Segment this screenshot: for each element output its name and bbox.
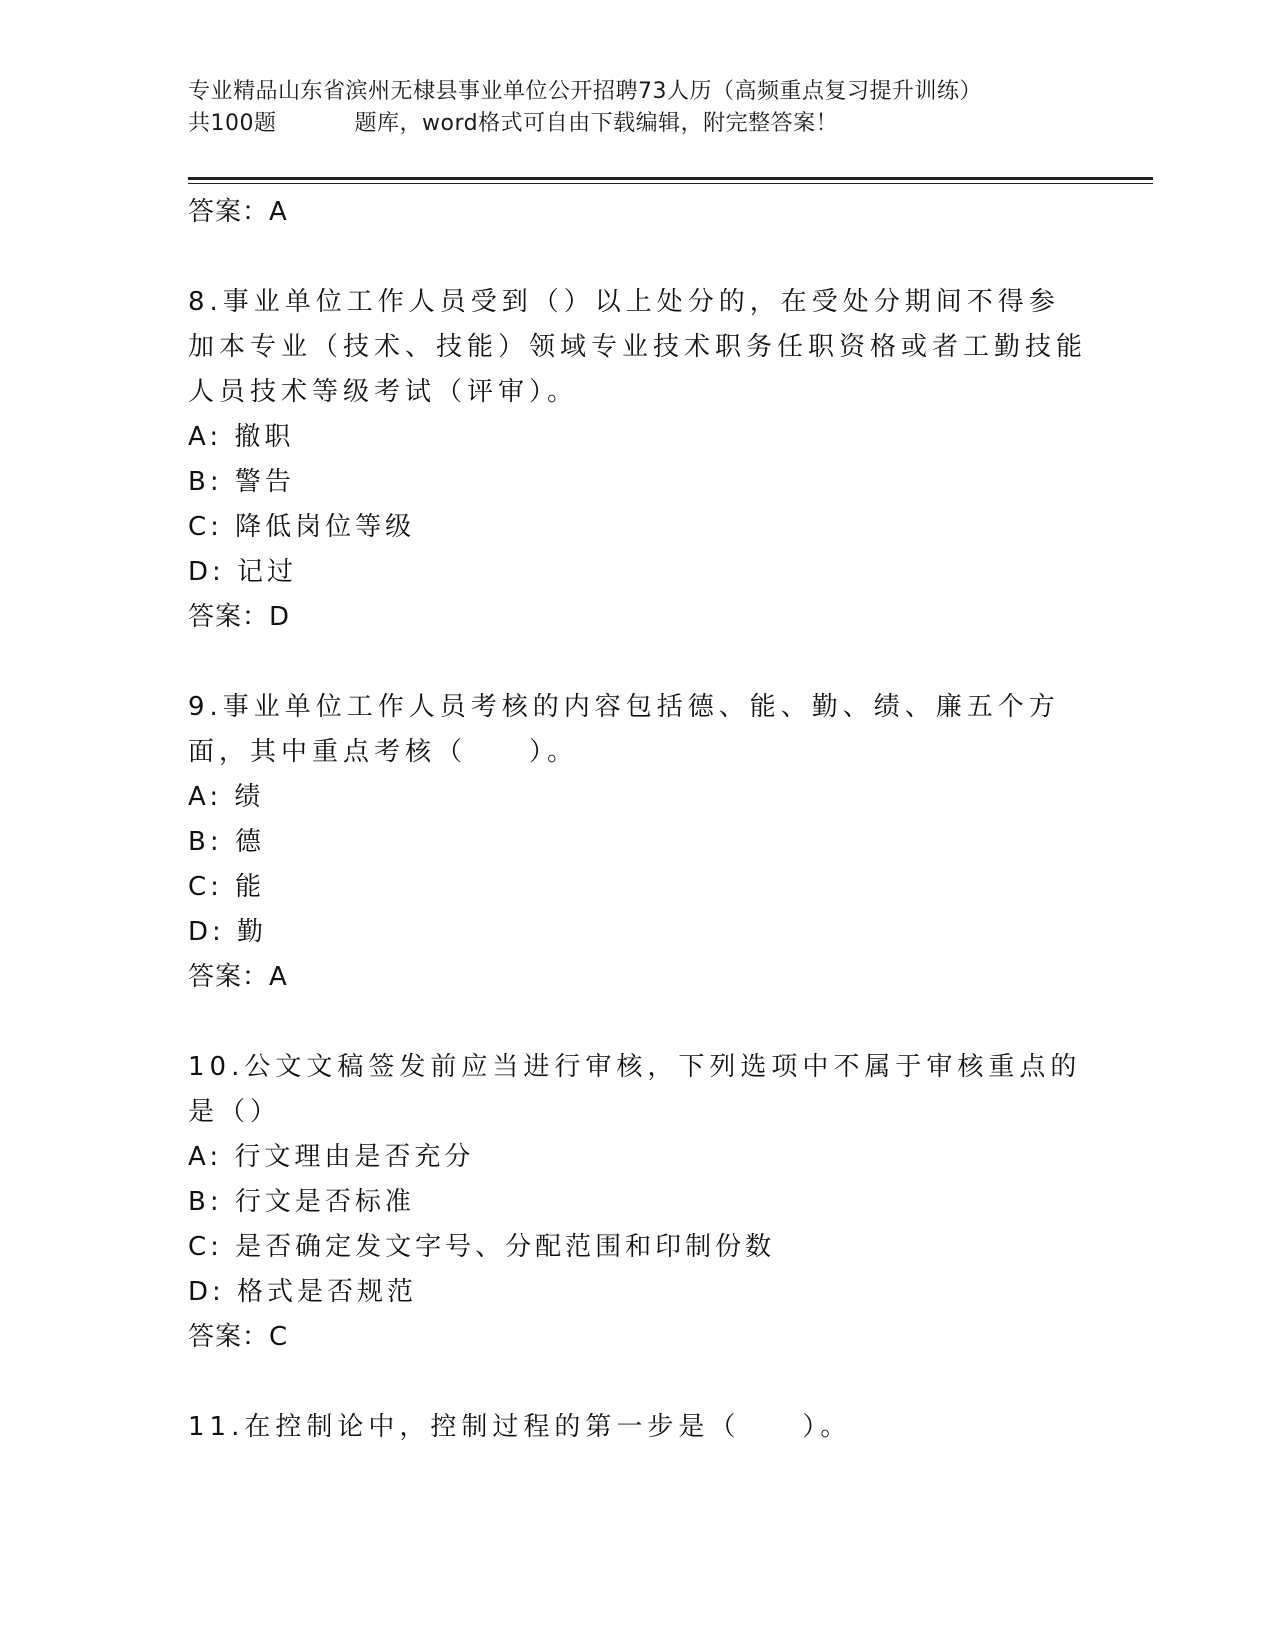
answer-q9: 答案：A xyxy=(188,962,288,992)
question-text-8: 8.事业单位工作人员受到（）以上处分的，在受处分期间不得参加本专业（技术、技能）领域专业技术职务任职资格或者工勤技能人员技术等级考试（评审）。 xyxy=(188,287,1088,407)
header-format-note: 题库，word格式可自由下载编辑，附完整答案！ xyxy=(354,111,839,136)
option-8b: B: 警告 xyxy=(188,467,295,497)
option-8c: C: 降低岗位等级 xyxy=(188,512,416,542)
question-text-11: 11.在控制论中，控制过程的第一步是（ ）。 xyxy=(188,1412,852,1442)
option-9b: B: 德 xyxy=(188,827,265,857)
page-header xyxy=(188,76,1088,140)
question-text-9: 9.事业单位工作人员考核的内容包括德、能、勤、绩、廉五个方面，其中重点考核（ ）。 xyxy=(188,692,1060,767)
option-9d: D: 勤 xyxy=(188,917,268,947)
question-block-8 xyxy=(188,280,1088,641)
header-title-line1: 专业精品山东省滨州无棣县事业单位公开招聘73人历（高频重点复习提升训练） xyxy=(188,79,982,104)
question-list xyxy=(188,190,1088,1450)
question-block-10 xyxy=(188,1045,1088,1361)
answer-q10: 答案：C xyxy=(188,1322,289,1352)
header-question-count: 共100题 xyxy=(188,111,277,136)
option-10d: D: 格式是否规范 xyxy=(188,1277,418,1307)
answer-q7: 答案：A xyxy=(188,197,288,227)
option-9c: C: 能 xyxy=(188,872,266,902)
option-8a: A: 撤职 xyxy=(188,422,295,452)
question-block-11 xyxy=(188,1405,1088,1450)
header-divider-thick xyxy=(188,177,1153,180)
header-divider-thin xyxy=(188,183,1153,184)
header-title-line2 xyxy=(188,108,1088,140)
answer-q8: 答案：D xyxy=(188,602,291,632)
option-10c: C: 是否确定发文字号、分配范围和印制份数 xyxy=(188,1232,776,1262)
question-text-10: 10.公文文稿签发前应当进行审核，下列选项中不属于审核重点的是（） xyxy=(188,1052,1082,1127)
option-9a: A: 绩 xyxy=(188,782,265,812)
question-block-9 xyxy=(188,685,1088,1001)
option-10b: B: 行文是否标准 xyxy=(188,1187,415,1217)
option-10a: A: 行文理由是否充分 xyxy=(188,1142,475,1172)
option-8d: D: 记过 xyxy=(188,557,298,587)
